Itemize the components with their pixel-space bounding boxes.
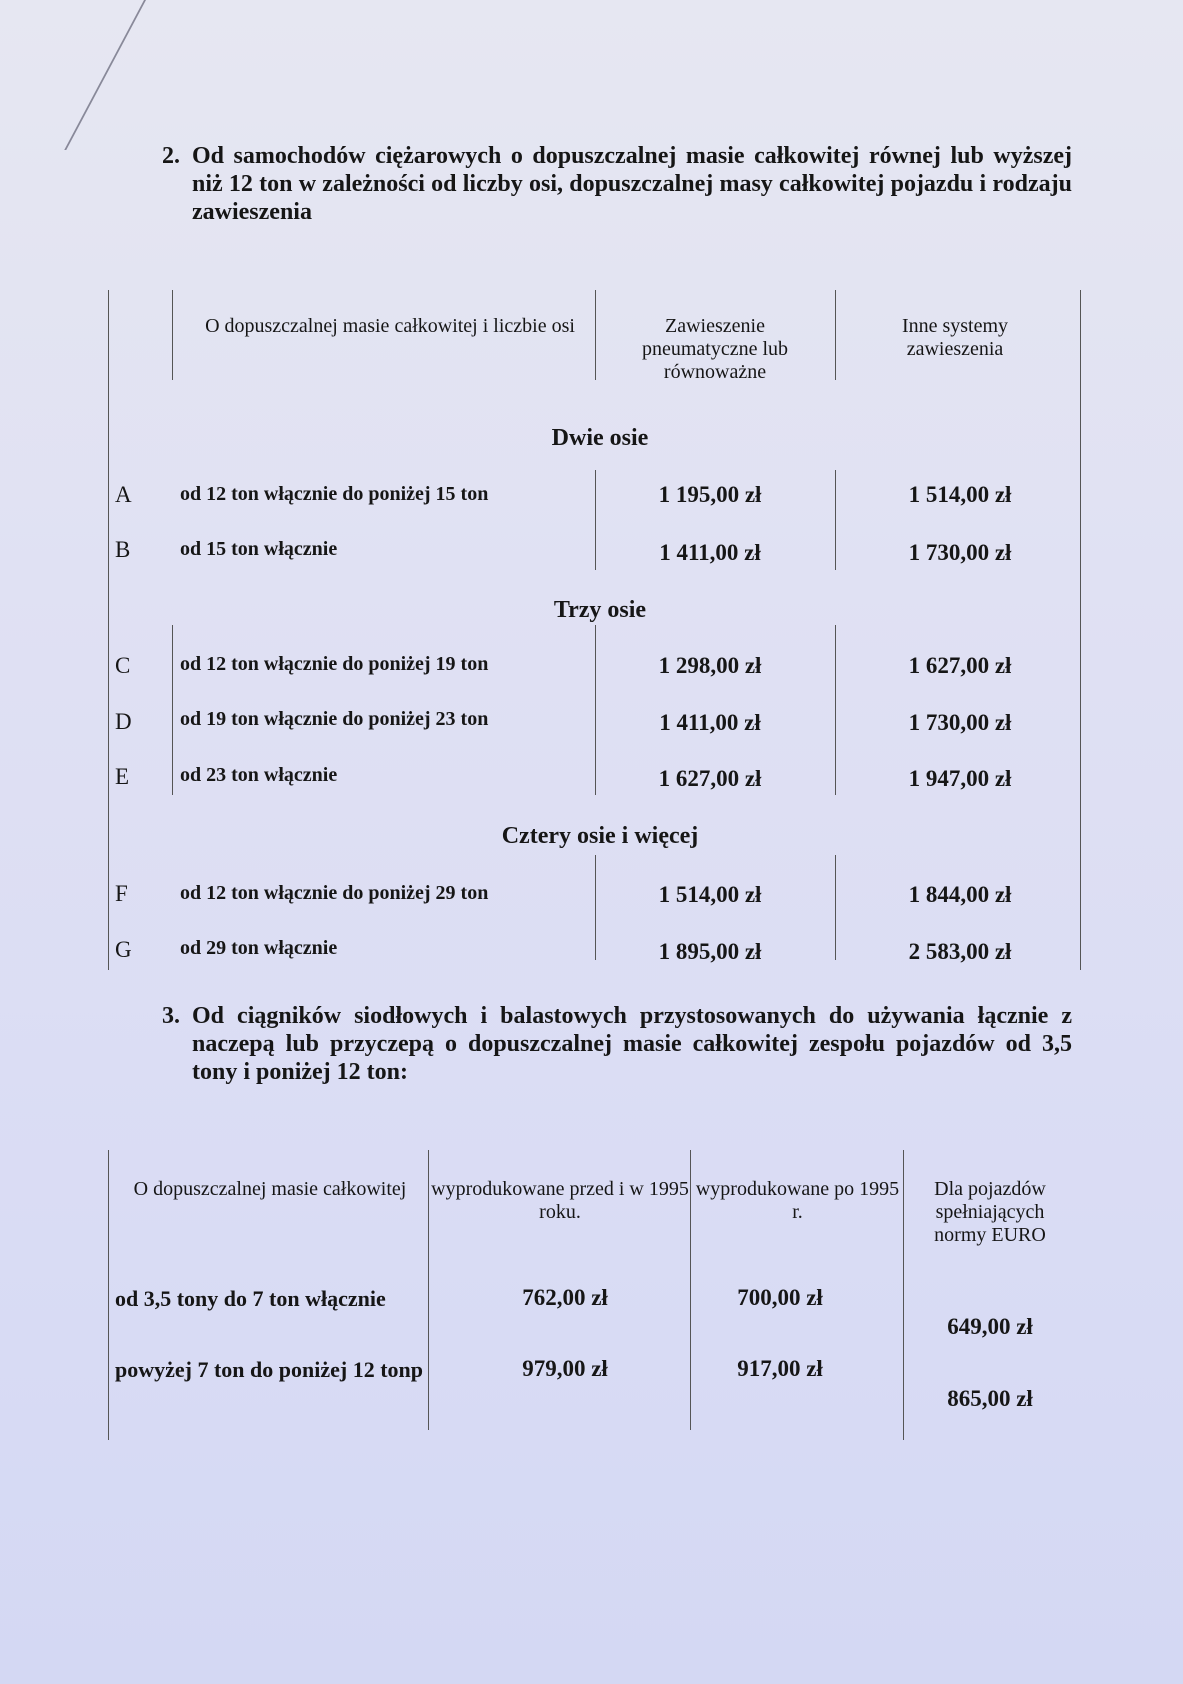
table1-left-border <box>108 290 109 970</box>
header-mass: O dopuszczalnej masie całkowitej <box>133 1178 407 1200</box>
header-euro-norms: Dla pojazdów spełniających normy EURO <box>934 1178 1046 1246</box>
row-description: od 12 ton włącznie do poniżej 29 ton <box>180 882 489 904</box>
table2-divider <box>428 1150 429 1430</box>
row-pneumatic-value: 1 514,00 zł <box>658 882 762 907</box>
row-euro-value: 865,00 zł <box>947 1386 1033 1411</box>
row-other-value: 1 514,00 zł <box>908 482 1012 507</box>
row-other-value: 1 844,00 zł <box>908 882 1012 907</box>
row-description: powyżej 7 ton do poniżej 12 tonp <box>115 1357 424 1382</box>
table2-left-border <box>108 1150 109 1440</box>
row-letter: D <box>115 709 132 734</box>
row-description: od 3,5 tony do 7 ton włącznie <box>115 1286 386 1311</box>
row-pneumatic-value: 1 627,00 zł <box>658 766 762 791</box>
row-pneumatic-value: 1 895,00 zł <box>658 939 762 964</box>
section-3-text: Od ciągników siodłowych i balastowych przystosowanych do używania łącznie z naczepą lub przyczepą o dopuszczalnej masie całkowitej zespołu pojazdów od 3,5 tony i poniżej 12 ton: <box>192 1003 1072 1085</box>
section-3-heading <box>162 1002 1072 1086</box>
row-before-1995-value: 762,00 zł <box>522 1285 608 1310</box>
row-other-value: 2 583,00 zł <box>908 939 1012 964</box>
row-other-value: 1 730,00 zł <box>908 540 1012 565</box>
table1-divider <box>835 625 836 795</box>
row-pneumatic-value: 1 195,00 zł <box>658 482 762 507</box>
table1-divider <box>595 855 596 960</box>
row-description: od 19 ton włącznie do poniżej 23 ton <box>180 708 489 730</box>
row-pneumatic-value: 1 411,00 zł <box>659 710 761 735</box>
table1-right-border <box>1080 290 1081 970</box>
section-2-number: 2. <box>162 143 180 169</box>
header-mass-axles: O dopuszczalnej masie całkowitej i liczbie osi <box>205 315 575 337</box>
row-description: od 29 ton włącznie <box>180 937 338 959</box>
row-description: od 15 ton włącznie <box>180 538 338 560</box>
row-euro-value: 649,00 zł <box>947 1314 1033 1339</box>
table1-divider <box>595 625 596 795</box>
table1-divider <box>172 290 173 380</box>
table1-divider <box>595 470 596 570</box>
row-other-value: 1 627,00 zł <box>908 653 1012 678</box>
table1-divider <box>595 290 596 380</box>
header-other-suspension: Inne systemy zawieszenia <box>901 315 1009 360</box>
table1-divider <box>172 625 173 795</box>
row-letter: B <box>115 537 131 562</box>
group-title-three-axles: Trzy osie <box>553 597 647 623</box>
row-description: od 12 ton włącznie do poniżej 15 ton <box>180 483 489 505</box>
table1-divider <box>835 470 836 570</box>
group-title-four-axles: Cztery osie i więcej <box>501 823 699 849</box>
header-pneumatic-suspension: Zawieszenie pneumatyczne lub równoważne <box>641 315 789 383</box>
row-other-value: 1 947,00 zł <box>908 766 1012 791</box>
row-description: od 23 ton włącznie <box>180 764 338 786</box>
row-letter: A <box>115 482 132 507</box>
row-letter: E <box>115 764 130 789</box>
header-before-1995: wyprodukowane przed i w 1995 roku. <box>431 1178 689 1223</box>
row-letter: F <box>115 881 128 906</box>
row-pneumatic-value: 1 411,00 zł <box>659 540 761 565</box>
section-2-text: Od samochodów ciężarowych o dopuszczalnej masie całkowitej równej lub wyższej niż 12 ton w zależności od liczby osi, dopuszczalnej masy całkowitej pojazdu i rodzaju zawieszenia <box>192 143 1072 225</box>
table1-divider <box>835 855 836 960</box>
section-3-number: 3. <box>162 1003 180 1029</box>
section-2-heading <box>162 142 1072 226</box>
group-title-two-axles: Dwie osie <box>551 425 649 451</box>
row-other-value: 1 730,00 zł <box>908 710 1012 735</box>
row-before-1995-value: 979,00 zł <box>522 1356 608 1381</box>
header-after-1995: wyprodukowane po 1995 r. <box>695 1178 900 1223</box>
row-pneumatic-value: 1 298,00 zł <box>658 653 762 678</box>
row-letter: C <box>115 653 131 678</box>
row-after-1995-value: 700,00 zł <box>737 1285 823 1310</box>
row-after-1995-value: 917,00 zł <box>737 1356 823 1381</box>
paper-fold-line <box>0 0 146 150</box>
row-letter: G <box>115 937 132 962</box>
table1-divider <box>835 290 836 380</box>
row-description: od 12 ton włącznie do poniżej 19 ton <box>180 653 489 675</box>
